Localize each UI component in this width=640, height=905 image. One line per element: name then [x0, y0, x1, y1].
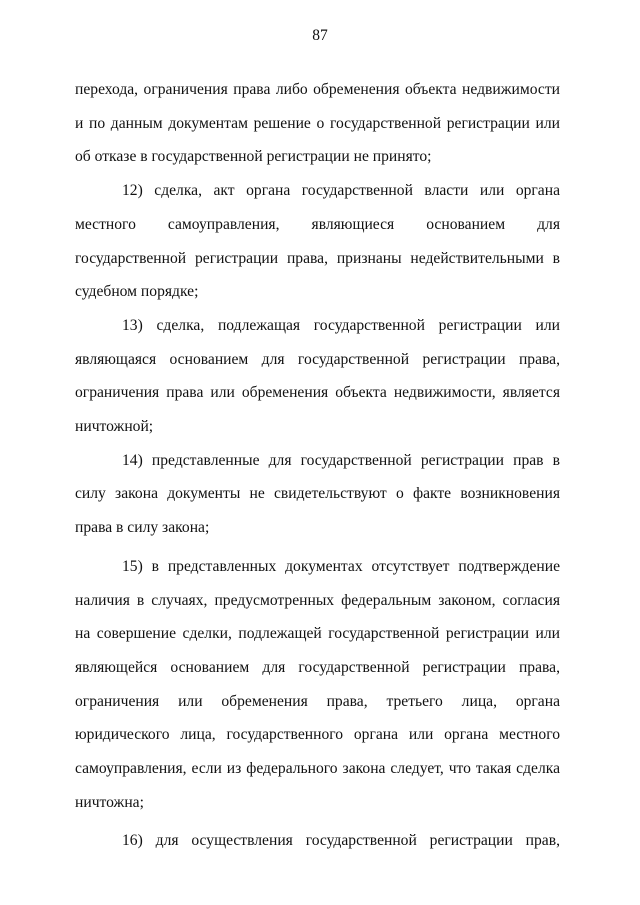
paragraph-item-14: 14) представленные для государственной регистрации прав в силу закона документы не свидетельствуют о факте возникновения права в силу закона; — [75, 451, 560, 537]
paragraph-continuation: перехода, ограничения права либо обременения объекта недвижимости и по данным документам решение о государственной регистрации или об отказе в государственной регистрации не принято; — [75, 81, 560, 166]
paragraph-item-13: 13) сделка, подлежащая государственной регистрации или являющаяся основанием для государственной регистрации права, ограничения права или обременения объекта недвижимости, является ничтожной; — [75, 316, 560, 436]
page-number: 87 — [312, 27, 328, 44]
paragraph-item-16: 16) для осуществления государственной регистрации прав, — [122, 832, 560, 850]
paragraph-item-12: 12) сделка, акт органа государственной власти или органа местного самоуправления, являющиеся основанием для государственной регистрации права, признаны недействительными в судебном порядке; — [75, 182, 560, 301]
document-body — [75, 73, 560, 858]
paragraph-item-15: 15) в представленных документах отсутствует подтверждение наличия в случаях, предусмотренных федеральным законом, согласия на совершение сделки, подлежащей государственной регистрации или являющейся основанием для государственной регистрации права, ограничения или обременения права, третьего лица, органа юридического лица, государственного органа или органа местного самоуправления, если из федерального закона следует, что такая сделка ничтожна; — [75, 557, 560, 811]
